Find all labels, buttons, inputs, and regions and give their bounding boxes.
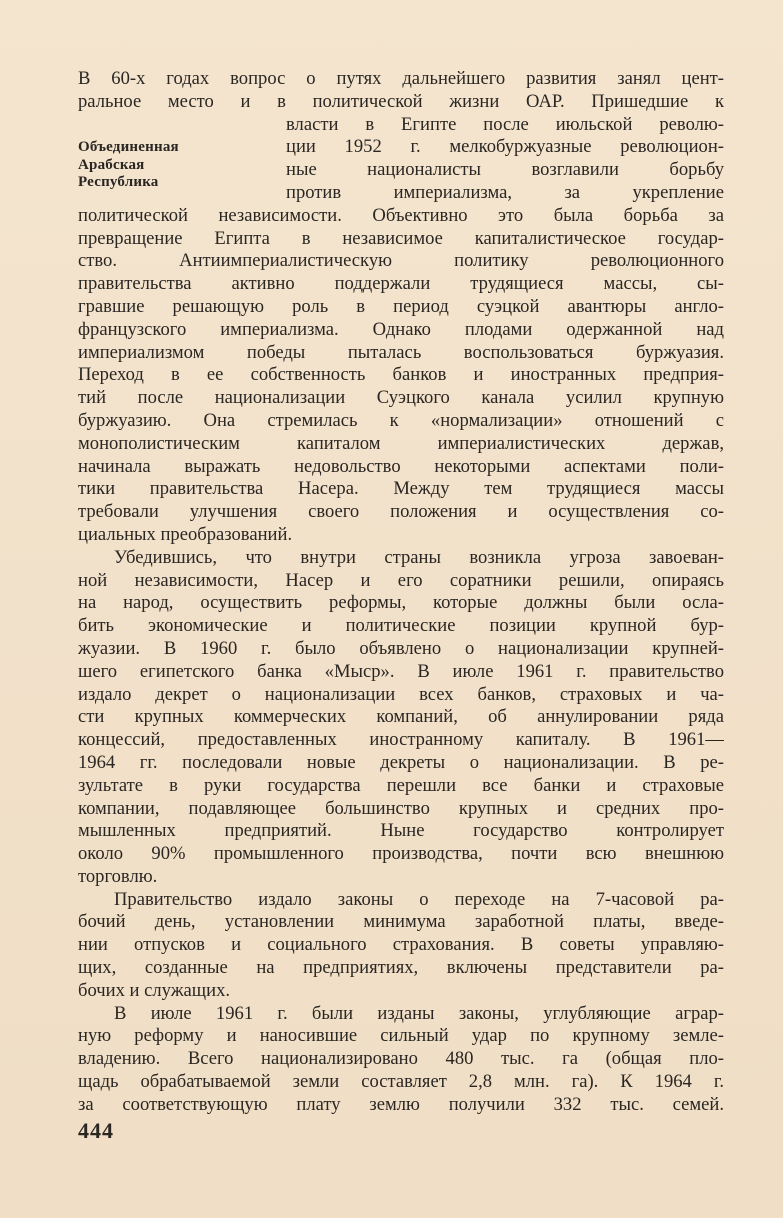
margin-heading-line: Арабская — [78, 156, 145, 173]
text-line: 1964 гг. последовали новые декреты о национализации. В ре- — [78, 751, 724, 773]
text-line: требовали улучшения своего положения и осуществления со- — [78, 501, 724, 523]
text-line: бочих и служащих. — [78, 979, 231, 1001]
text-line: бочий день, установлении минимума заработной платы, введе- — [78, 911, 724, 933]
text-line: правительства активно поддержали трудящиеся массы, сы- — [78, 273, 724, 295]
text-line: ную реформу и наносившие сильный удар по крупному земле- — [78, 1025, 724, 1047]
text-line: ральное место и в политической жизни ОАР. Пришедшие к — [78, 90, 724, 112]
text-line: превращение Египта в независимое капиталистическое государ- — [78, 227, 724, 249]
text-line: Правительство издало законы о переходе на 7-часовой ра- — [114, 888, 724, 910]
text-line: щих, созданные на предприятиях, включены представители ра- — [78, 957, 724, 979]
text-line: зультате в руки государства перешли все банки и страховые — [78, 774, 724, 796]
text-line: компании, подавляющее большинство крупных и средних про- — [78, 797, 724, 819]
text-line: тики правительства Насера. Между тем трудящиеся массы — [78, 478, 724, 500]
text-line: жуазии. В 1960 г. было объявлено о национализации крупней- — [78, 637, 724, 659]
body-text — [78, 68, 724, 1117]
text-line: буржуазию. Она стремилась к «нормализации» отношений с — [78, 409, 724, 431]
text-line: циальных преобразований. — [78, 523, 293, 545]
text-line: гравшие решающую роль в период суэцкой авантюры англо- — [78, 295, 724, 317]
text-line: французского империализма. Однако плодами одержанной над — [78, 318, 724, 340]
text-line: бить экономические и политические позиции крупной бур- — [78, 615, 724, 637]
text-line: на народ, осуществить реформы, которые должны были ослa- — [78, 592, 724, 614]
text-line: Переход в ее собственность банков и иностранных предприя- — [78, 364, 724, 386]
text-line: около 90% промышленного производства, почти всю внешнюю — [78, 843, 724, 865]
text-line: сти крупных коммерческих компаний, об аннулировании ряда — [78, 706, 724, 728]
text-line: ной независимости, Насер и его соратники решили, опираясь — [78, 569, 724, 591]
text-line: ции 1952 г. мелкобуржуазные революцион- — [286, 136, 724, 158]
text-line: щадь обрабатываемой земли составляет 2,8 млн. га). К 1964 г. — [78, 1071, 724, 1093]
text-line: Убедившись, что внутри страны возникла угроза завоеван- — [114, 546, 724, 568]
text-line: шего египетского банка «Мыср». В июле 1961 г. правительство — [78, 660, 724, 682]
page-number: 444 — [78, 1118, 114, 1143]
text-line: ные националисты возглавили борьбу — [286, 159, 724, 181]
text-line: политической независимости. Объективно это была борьба за — [78, 204, 724, 226]
text-line: нии отпусков и социального страхования. В советы управляю- — [78, 934, 724, 956]
text-line: монополистическим капиталом империалистических держав, — [78, 432, 724, 454]
text-line: тий после национализации Суэцкого канала усилил крупную — [78, 387, 724, 409]
text-line: мышленных предприятий. Ныне государство контролирует — [78, 820, 724, 842]
text-line: империализмом победы пыталась воспользоваться буржуазия. — [78, 341, 724, 363]
text-line: начинала выражать недовольство некоторыми аспектами поли- — [78, 455, 724, 477]
text-line: за соответствующую плату землю получили 332 тыс. семей. — [78, 1093, 724, 1115]
margin-heading-line: Объединенная — [78, 139, 179, 155]
text-line: концессий, предоставленных иностранному капиталу. В 1961— — [78, 729, 724, 751]
margin-heading-line: Республика — [78, 174, 159, 190]
text-line: В 60-х годах вопрос о путях дальнейшего развития занял цент- — [78, 68, 724, 89]
text-line: ство. Антиимпериалистическую политику революционного — [78, 250, 724, 272]
text-line: владению. Всего национализировано 480 тыс. га (общая пло- — [78, 1048, 724, 1070]
text-line: против империализма, за укрепление — [286, 181, 724, 203]
text-line: издало декрет о национализации всех банков, страховых и ча- — [78, 683, 724, 705]
text-line: власти в Египте после июльской револю- — [286, 113, 724, 135]
text-line: В июле 1961 г. были изданы законы, углубляющие аграр- — [114, 1002, 724, 1024]
text-line: торговлю. — [78, 865, 158, 887]
